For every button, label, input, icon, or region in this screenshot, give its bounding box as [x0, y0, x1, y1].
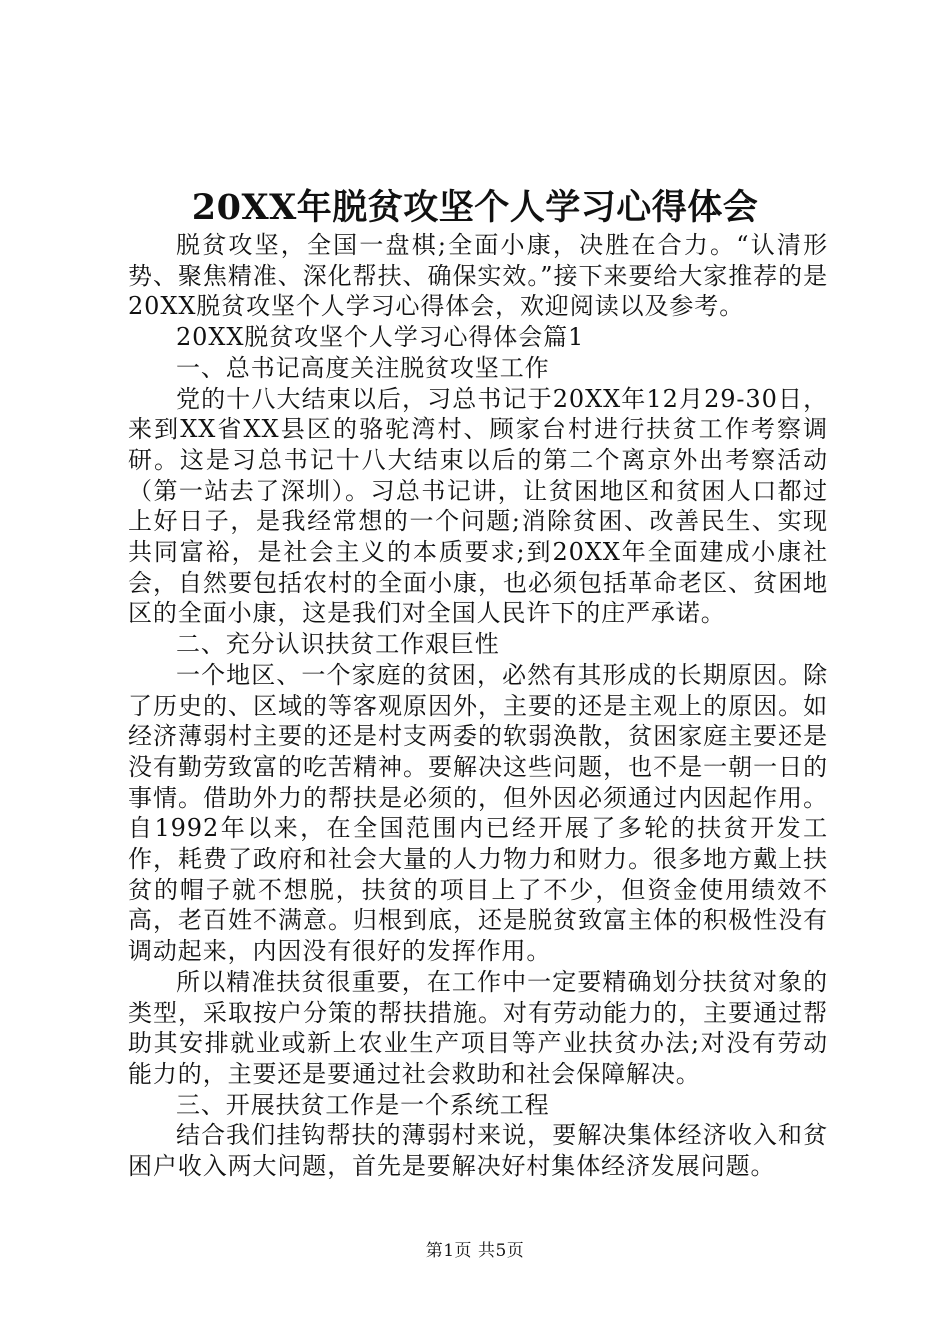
section2-paragraph-2: 所以精准扶贫很重要，在工作中一定要精确划分扶贫对象的类型，采取按户分策的帮扶措施。对有劳动能力的，主要通过帮助其安排就业或新上农业生产项目等产业扶贫办法;对没有劳动能力的，主要还是要通过社会救助和社会保障解决。: [128, 967, 828, 1088]
document-body: [128, 230, 828, 1182]
intro-paragraph: 脱贫攻坚，全国一盘棋;全面小康，决胜在合力。“认清形势、聚焦精准、深化帮扶、确保实效。”接下来要给大家推荐的是20XX脱贫攻坚个人学习心得体会，欢迎阅读以及参考。: [128, 231, 828, 321]
section1-heading: 一、总书记高度关注脱贫攻坚工作: [176, 353, 550, 382]
page-number-footer: 第1页 共5页: [425, 1241, 525, 1261]
section2-heading: 二、充分认识扶贫工作艰巨性: [176, 630, 500, 659]
section3-paragraph: 结合我们挂钩帮扶的薄弱村来说，要解决集体经济收入和贫困户收入两大问题，首先是要解决好村集体经济发展问题。: [128, 1121, 828, 1181]
document-title: 20XX年脱贫攻坚个人学习心得体会: [191, 187, 759, 228]
section3-heading: 三、开展扶贫工作是一个系统工程: [176, 1090, 550, 1119]
article-heading: 20XX脱贫攻坚个人学习心得体会篇1: [176, 323, 585, 352]
section2-paragraph-1: 一个地区、一个家庭的贫困，必然有其形成的长期原因。除了历史的、区域的等客观原因外，主要的还是主观上的原因。如经济薄弱村主要的还是村支两委的软弱涣散，贫困家庭主要还是没有勤劳致富的吃苦精神。要解决这些问题，也不是一朝一日的事情。借助外力的帮扶是必须的，但外因必须通过内因起作用。自1992年以来，在全国范围内已经开展了多轮的扶贫开发工作，耗费了政府和社会大量的人力物力和财力。很多地方戴上扶贫的帽子就不想脱，扶贫的项目上了不少，但资金使用绩效不高，老百姓不满意。归根到底，还是脱贫致富主体的积极性没有调动起来，内因没有很好的发挥作用。: [128, 660, 828, 966]
section1-paragraph: 党的十八大结束以后，习总书记于20XX年12月29-30日，来到XX省XX县区的骆驼湾村、顾家台村进行扶贫工作考察调研。这是习总书记十八大结束以后的第二个离京外出考察活动（第一站去了深圳）。习总书记讲，让贫困地区和贫困人口都过上好日子，是我经常想的一个问题;消除贫困、改善民生、实现共同富裕，是社会主义的本质要求;到20XX年全面建成小康社会，自然要包括农村的全面小康，也必须包括革命老区、贫困地区的全面小康，这是我们对全国人民许下的庄严承诺。: [128, 384, 828, 628]
